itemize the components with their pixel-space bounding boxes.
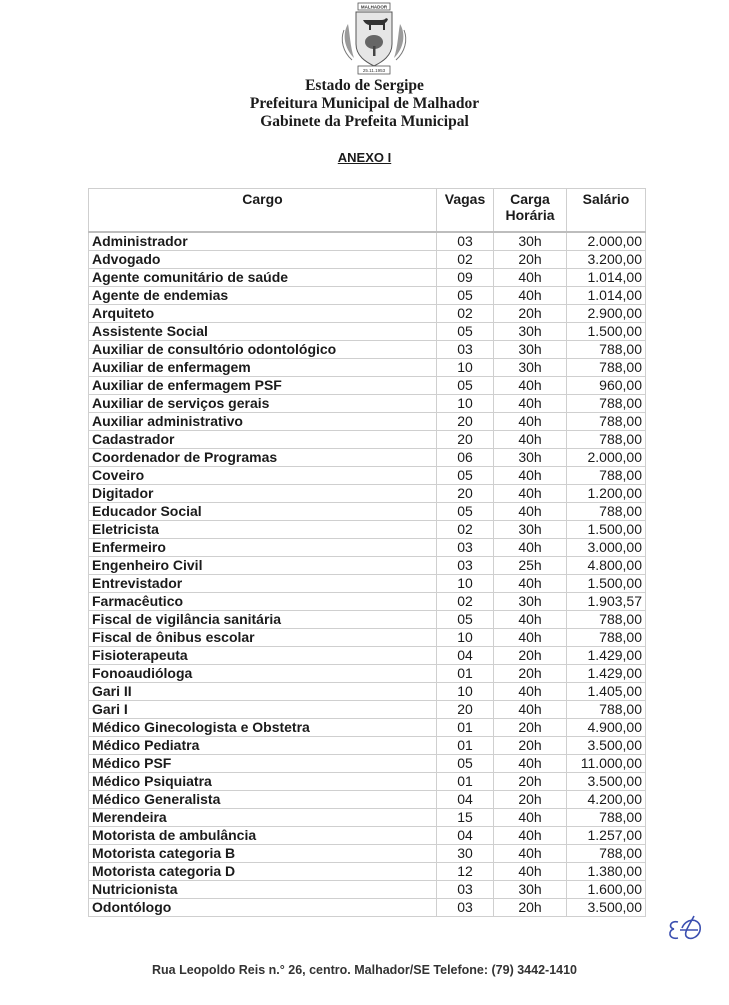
cell-vagas: 04 <box>437 827 494 845</box>
signature-icon <box>664 910 708 946</box>
table-row <box>89 665 646 683</box>
cell-cargo: Motorista de ambulância <box>89 827 437 845</box>
cell-cargo: Fiscal de vigilância sanitária <box>89 611 437 629</box>
cell-cargo: Médico Psiquiatra <box>89 773 437 791</box>
cell-salario: 788,00 <box>567 413 646 431</box>
cell-vagas: 01 <box>437 719 494 737</box>
table-row <box>89 395 646 413</box>
cell-cargo: Administrador <box>89 232 437 251</box>
cell-vagas: 10 <box>437 395 494 413</box>
table-row <box>89 575 646 593</box>
cell-carga-horaria: 20h <box>494 737 567 755</box>
table-row <box>89 719 646 737</box>
cell-carga-horaria: 40h <box>494 467 567 485</box>
cell-salario: 788,00 <box>567 431 646 449</box>
cell-cargo: Assistente Social <box>89 323 437 341</box>
table-row <box>89 737 646 755</box>
cell-carga-horaria: 40h <box>494 503 567 521</box>
column-header-salario: Salário <box>567 189 646 233</box>
cell-carga-horaria: 30h <box>494 449 567 467</box>
cell-vagas: 05 <box>437 467 494 485</box>
cell-salario: 3.500,00 <box>567 773 646 791</box>
cell-carga-horaria: 20h <box>494 647 567 665</box>
cell-cargo: Merendeira <box>89 809 437 827</box>
cell-cargo: Enfermeiro <box>89 539 437 557</box>
crest-banner-text: MALHADOR <box>360 4 388 10</box>
column-header-carga-line1: Carga <box>510 191 550 207</box>
cell-salario: 3.500,00 <box>567 737 646 755</box>
cell-salario: 1.014,00 <box>567 287 646 305</box>
cell-cargo: Engenheiro Civil <box>89 557 437 575</box>
cell-cargo: Educador Social <box>89 503 437 521</box>
cell-vagas: 30 <box>437 845 494 863</box>
cell-salario: 788,00 <box>567 629 646 647</box>
cell-carga-horaria: 40h <box>494 611 567 629</box>
cell-cargo: Coordenador de Programas <box>89 449 437 467</box>
table-row <box>89 269 646 287</box>
cell-cargo: Motorista categoria B <box>89 845 437 863</box>
cell-cargo: Fiscal de ônibus escolar <box>89 629 437 647</box>
cell-vagas: 05 <box>437 503 494 521</box>
table-row <box>89 232 646 251</box>
cell-carga-horaria: 30h <box>494 323 567 341</box>
cell-vagas: 02 <box>437 521 494 539</box>
cell-carga-horaria: 40h <box>494 629 567 647</box>
table-row <box>89 539 646 557</box>
cell-vagas: 10 <box>437 575 494 593</box>
cell-cargo: Gari I <box>89 701 437 719</box>
cell-salario: 788,00 <box>567 611 646 629</box>
cell-salario: 1.429,00 <box>567 647 646 665</box>
cell-carga-horaria: 20h <box>494 251 567 269</box>
cell-vagas: 04 <box>437 791 494 809</box>
cell-cargo: Fonoaudióloga <box>89 665 437 683</box>
cell-salario: 1.500,00 <box>567 575 646 593</box>
cell-vagas: 10 <box>437 683 494 701</box>
cell-carga-horaria: 30h <box>494 232 567 251</box>
cell-salario: 788,00 <box>567 395 646 413</box>
cell-salario: 1.600,00 <box>567 881 646 899</box>
cell-salario: 1.500,00 <box>567 521 646 539</box>
table-row <box>89 701 646 719</box>
cell-vagas: 12 <box>437 863 494 881</box>
column-header-vagas: Vagas <box>437 189 494 233</box>
cell-vagas: 01 <box>437 773 494 791</box>
cell-cargo: Agente de endemias <box>89 287 437 305</box>
cell-carga-horaria: 40h <box>494 863 567 881</box>
cell-salario: 788,00 <box>567 341 646 359</box>
cell-salario: 788,00 <box>567 809 646 827</box>
cell-vagas: 04 <box>437 647 494 665</box>
cell-carga-horaria: 40h <box>494 683 567 701</box>
table-row <box>89 449 646 467</box>
table-header-row <box>89 189 646 233</box>
table-row <box>89 809 646 827</box>
table-row <box>89 755 646 773</box>
cell-vagas: 06 <box>437 449 494 467</box>
cell-carga-horaria: 40h <box>494 701 567 719</box>
cell-vagas: 01 <box>437 665 494 683</box>
cell-salario: 960,00 <box>567 377 646 395</box>
cell-salario: 788,00 <box>567 701 646 719</box>
cell-cargo: Farmacêutico <box>89 593 437 611</box>
cell-cargo: Odontólogo <box>89 899 437 917</box>
cell-cargo: Advogado <box>89 251 437 269</box>
table-row <box>89 773 646 791</box>
column-header-carga-horaria <box>494 189 567 233</box>
column-header-carga-line2: Horária <box>505 207 555 223</box>
cell-cargo: Entrevistador <box>89 575 437 593</box>
cell-salario: 1.429,00 <box>567 665 646 683</box>
cell-cargo: Nutricionista <box>89 881 437 899</box>
table-row <box>89 863 646 881</box>
cell-carga-horaria: 20h <box>494 665 567 683</box>
cell-salario: 2.900,00 <box>567 305 646 323</box>
cell-carga-horaria: 30h <box>494 341 567 359</box>
cell-carga-horaria: 30h <box>494 881 567 899</box>
cell-cargo: Auxiliar de enfermagem PSF <box>89 377 437 395</box>
cell-cargo: Motorista categoria D <box>89 863 437 881</box>
cell-carga-horaria: 40h <box>494 539 567 557</box>
table-row <box>89 611 646 629</box>
table-row <box>89 341 646 359</box>
cell-carga-horaria: 40h <box>494 287 567 305</box>
table-row <box>89 647 646 665</box>
table-row <box>89 467 646 485</box>
annex-title: ANEXO I <box>337 150 392 165</box>
cell-salario: 788,00 <box>567 467 646 485</box>
cell-salario: 4.200,00 <box>567 791 646 809</box>
cell-salario: 1.014,00 <box>567 269 646 287</box>
cell-salario: 788,00 <box>567 503 646 521</box>
cell-salario: 1.500,00 <box>567 323 646 341</box>
table-row <box>89 305 646 323</box>
cell-cargo: Médico PSF <box>89 755 437 773</box>
cell-carga-horaria: 20h <box>494 719 567 737</box>
cell-vagas: 10 <box>437 359 494 377</box>
cell-salario: 3.500,00 <box>567 899 646 917</box>
table-row <box>89 323 646 341</box>
cell-salario: 788,00 <box>567 845 646 863</box>
cell-vagas: 03 <box>437 232 494 251</box>
cell-vagas: 20 <box>437 701 494 719</box>
cell-salario: 788,00 <box>567 359 646 377</box>
table-row <box>89 359 646 377</box>
cell-salario: 3.200,00 <box>567 251 646 269</box>
cell-vagas: 02 <box>437 251 494 269</box>
header-state: Estado de Sergipe <box>305 77 424 94</box>
cell-vagas: 05 <box>437 287 494 305</box>
footer-address: Rua Leopoldo Reis n.° 26, centro. Malhador/SE Telefone: (79) 3442-1410 <box>151 963 578 977</box>
table-row <box>89 377 646 395</box>
cell-cargo: Gari II <box>89 683 437 701</box>
cell-vagas: 03 <box>437 899 494 917</box>
cell-cargo: Auxiliar de consultório odontológico <box>89 341 437 359</box>
cell-vagas: 10 <box>437 629 494 647</box>
cell-salario: 2.000,00 <box>567 232 646 251</box>
cell-vagas: 02 <box>437 593 494 611</box>
cell-salario: 1.257,00 <box>567 827 646 845</box>
cell-carga-horaria: 30h <box>494 359 567 377</box>
cell-salario: 1.380,00 <box>567 863 646 881</box>
cell-carga-horaria: 25h <box>494 557 567 575</box>
cell-vagas: 01 <box>437 737 494 755</box>
cell-cargo: Cadastrador <box>89 431 437 449</box>
table-row <box>89 431 646 449</box>
cell-salario: 3.000,00 <box>567 539 646 557</box>
cell-carga-horaria: 40h <box>494 269 567 287</box>
cell-cargo: Médico Ginecologista e Obstetra <box>89 719 437 737</box>
cell-carga-horaria: 40h <box>494 755 567 773</box>
cell-carga-horaria: 40h <box>494 575 567 593</box>
table-row <box>89 683 646 701</box>
cell-carga-horaria: 40h <box>494 377 567 395</box>
cell-vagas: 20 <box>437 431 494 449</box>
cell-salario: 11.000,00 <box>567 755 646 773</box>
crest-date-text: 25.11.1953 <box>362 68 386 73</box>
cell-cargo: Digitador <box>89 485 437 503</box>
cell-vagas: 15 <box>437 809 494 827</box>
table-body <box>89 232 646 917</box>
table-row <box>89 503 646 521</box>
cell-cargo: Médico Pediatra <box>89 737 437 755</box>
cell-cargo: Coveiro <box>89 467 437 485</box>
cell-salario: 1.200,00 <box>567 485 646 503</box>
cell-carga-horaria: 20h <box>494 899 567 917</box>
coat-of-arms-icon <box>334 2 414 78</box>
cell-salario: 1.903,57 <box>567 593 646 611</box>
cell-carga-horaria: 20h <box>494 305 567 323</box>
cell-carga-horaria: 30h <box>494 521 567 539</box>
cell-carga-horaria: 40h <box>494 413 567 431</box>
cell-carga-horaria: 40h <box>494 845 567 863</box>
cell-salario: 2.000,00 <box>567 449 646 467</box>
cell-carga-horaria: 20h <box>494 791 567 809</box>
table-row <box>89 287 646 305</box>
cell-vagas: 03 <box>437 557 494 575</box>
cell-vagas: 09 <box>437 269 494 287</box>
cell-salario: 1.405,00 <box>567 683 646 701</box>
table-row <box>89 845 646 863</box>
table-row <box>89 251 646 269</box>
table-row <box>89 413 646 431</box>
cell-vagas: 03 <box>437 539 494 557</box>
cell-salario: 4.800,00 <box>567 557 646 575</box>
table-row <box>89 557 646 575</box>
cell-vagas: 05 <box>437 323 494 341</box>
cell-carga-horaria: 40h <box>494 431 567 449</box>
table-row <box>89 791 646 809</box>
cell-cargo: Agente comunitário de saúde <box>89 269 437 287</box>
table-row <box>89 521 646 539</box>
positions-table <box>88 188 646 917</box>
table-row <box>89 899 646 917</box>
cell-cargo: Eletricista <box>89 521 437 539</box>
cell-carga-horaria: 40h <box>494 809 567 827</box>
column-header-cargo: Cargo <box>89 189 437 233</box>
cell-cargo: Auxiliar administrativo <box>89 413 437 431</box>
cell-carga-horaria: 40h <box>494 485 567 503</box>
cell-cargo: Médico Generalista <box>89 791 437 809</box>
cell-vagas: 05 <box>437 611 494 629</box>
cell-vagas: 05 <box>437 755 494 773</box>
table-row <box>89 629 646 647</box>
cell-vagas: 05 <box>437 377 494 395</box>
cell-salario: 4.900,00 <box>567 719 646 737</box>
header-prefecture: Prefeitura Municipal de Malhador <box>249 95 480 112</box>
cell-cargo: Arquiteto <box>89 305 437 323</box>
table-row <box>89 485 646 503</box>
cell-carga-horaria: 40h <box>494 395 567 413</box>
cell-cargo: Auxiliar de enfermagem <box>89 359 437 377</box>
cell-vagas: 03 <box>437 881 494 899</box>
cell-vagas: 20 <box>437 485 494 503</box>
cell-vagas: 20 <box>437 413 494 431</box>
cell-carga-horaria: 40h <box>494 827 567 845</box>
cell-carga-horaria: 30h <box>494 593 567 611</box>
cell-carga-horaria: 20h <box>494 773 567 791</box>
table-row <box>89 593 646 611</box>
cell-vagas: 02 <box>437 305 494 323</box>
header-cabinet: Gabinete da Prefeita Municipal <box>260 113 469 130</box>
cell-cargo: Fisioterapeuta <box>89 647 437 665</box>
table-row <box>89 827 646 845</box>
table-row <box>89 881 646 899</box>
cell-cargo: Auxiliar de serviços gerais <box>89 395 437 413</box>
cell-vagas: 03 <box>437 341 494 359</box>
